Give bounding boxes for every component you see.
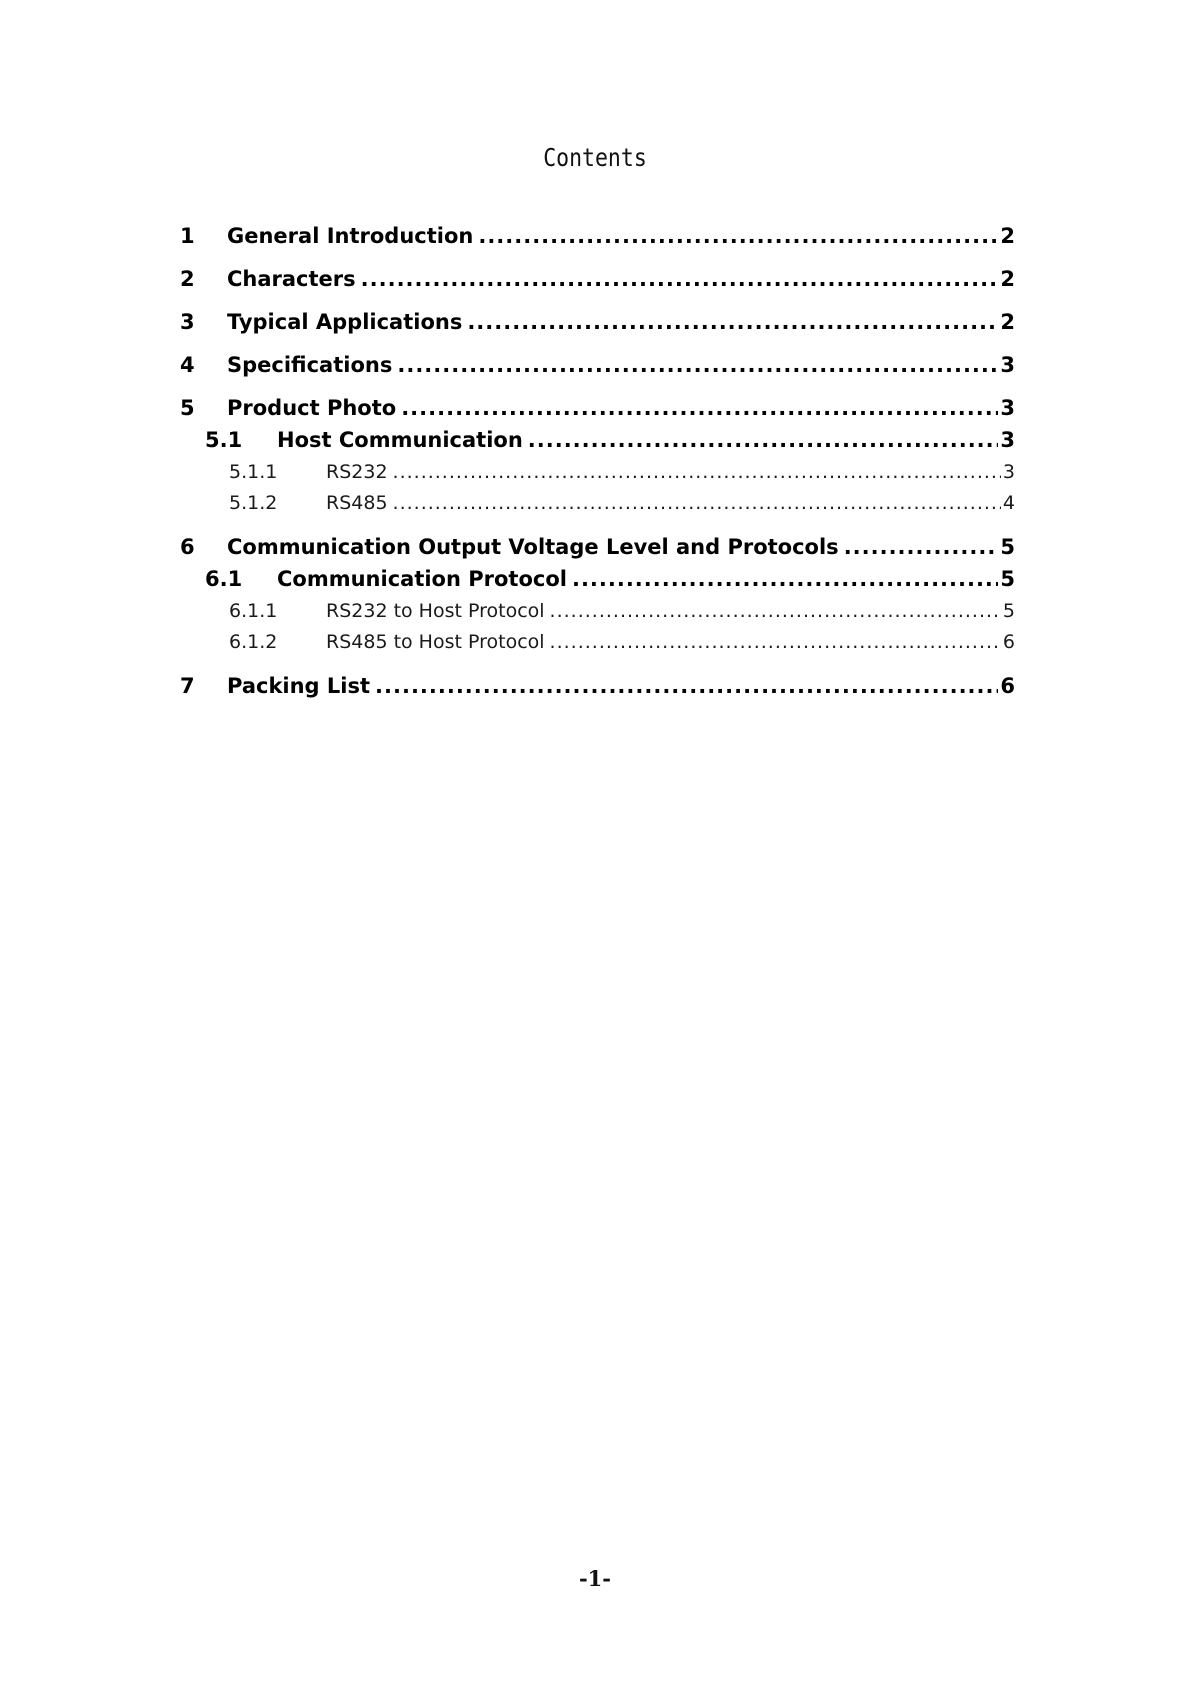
toc-entry-page: 4 xyxy=(1002,492,1015,514)
toc-entry-title: Host Communication xyxy=(277,428,523,452)
toc-entry-page: 3 xyxy=(1000,353,1015,377)
toc-dot-leader xyxy=(393,492,1001,514)
toc-entry-number: 7 xyxy=(180,674,195,698)
toc-entry-number: 4 xyxy=(180,353,195,377)
toc-dot-leader xyxy=(550,631,1001,653)
toc-entry-title: RS485 to Host Protocol xyxy=(326,631,545,653)
toc-dot-leader xyxy=(572,567,998,591)
toc-entry-title: RS232 xyxy=(326,461,388,483)
toc-entry-page: 2 xyxy=(1000,267,1015,291)
toc-entry-title: General Introduction xyxy=(227,224,474,248)
toc-dot-leader xyxy=(528,428,999,452)
toc-entry-title: Specifications xyxy=(227,353,393,377)
toc-entry-number: 5.1.2 xyxy=(229,492,278,514)
toc-entry-number: 6.1.1 xyxy=(229,600,278,622)
toc-dot-leader xyxy=(361,267,999,291)
toc-entry-page: 2 xyxy=(1000,224,1015,248)
toc-entry-5[interactable] xyxy=(180,396,1015,420)
toc-dot-leader xyxy=(397,353,998,377)
toc-entry-5-1-1[interactable] xyxy=(180,461,1015,483)
toc-entry-page: 6 xyxy=(1002,631,1015,653)
toc-entry-number: 3 xyxy=(180,310,195,334)
toc-entry-number: 5.1 xyxy=(205,428,243,452)
toc-entry-page: 3 xyxy=(1000,396,1015,420)
toc-entry-title: Product Photo xyxy=(227,396,397,420)
page-number: -1- xyxy=(578,1566,612,1591)
toc-dot-leader xyxy=(375,674,998,698)
toc-dot-leader xyxy=(550,600,1001,622)
toc-entry-title: Communication Protocol xyxy=(277,567,567,591)
toc-dot-leader xyxy=(401,396,998,420)
toc-entry-5-1-2[interactable] xyxy=(180,492,1015,514)
toc-entry-1[interactable] xyxy=(180,224,1015,248)
toc-entry-number: 5 xyxy=(180,396,195,420)
table-of-contents xyxy=(180,0,1015,1684)
toc-dot-leader xyxy=(393,461,1001,483)
toc-entry-number: 1 xyxy=(180,224,195,248)
toc-entry-title: Typical Applications xyxy=(227,310,463,334)
toc-entry-6-1-1[interactable] xyxy=(180,600,1015,622)
toc-entry-title: Communication Output Voltage Level and Protocols xyxy=(227,535,839,559)
toc-entry-6-1[interactable] xyxy=(180,567,1015,591)
toc-entry-5-1[interactable] xyxy=(180,428,1015,452)
toc-entry-number: 5.1.1 xyxy=(229,461,278,483)
toc-entry-6-1-2[interactable] xyxy=(180,631,1015,653)
toc-dot-leader xyxy=(478,224,998,248)
toc-entry-title: Packing List xyxy=(227,674,371,698)
toc-entry-7[interactable] xyxy=(180,674,1015,698)
toc-entry-page: 2 xyxy=(1000,310,1015,334)
toc-entry-page: 6 xyxy=(1000,674,1015,698)
toc-entry-3[interactable] xyxy=(180,310,1015,334)
toc-dot-leader xyxy=(844,535,999,559)
toc-entry-number: 6.1.2 xyxy=(229,631,278,653)
toc-entry-number: 2 xyxy=(180,267,195,291)
toc-entry-number: 6.1 xyxy=(205,567,243,591)
toc-entry-title: RS232 to Host Protocol xyxy=(326,600,545,622)
toc-entry-page: 3 xyxy=(1000,428,1015,452)
toc-entry-title: Characters xyxy=(227,267,356,291)
toc-entry-4[interactable] xyxy=(180,353,1015,377)
toc-entry-number: 6 xyxy=(180,535,195,559)
toc-entry-6[interactable] xyxy=(180,535,1015,559)
toc-dot-leader xyxy=(467,310,998,334)
toc-entry-page: 3 xyxy=(1002,461,1015,483)
toc-entry-page: 5 xyxy=(1000,535,1015,559)
page-title: Contents xyxy=(543,143,647,172)
toc-entry-page: 5 xyxy=(1002,600,1015,622)
toc-entry-2[interactable] xyxy=(180,267,1015,291)
toc-entry-page: 5 xyxy=(1000,567,1015,591)
toc-entry-title: RS485 xyxy=(326,492,388,514)
